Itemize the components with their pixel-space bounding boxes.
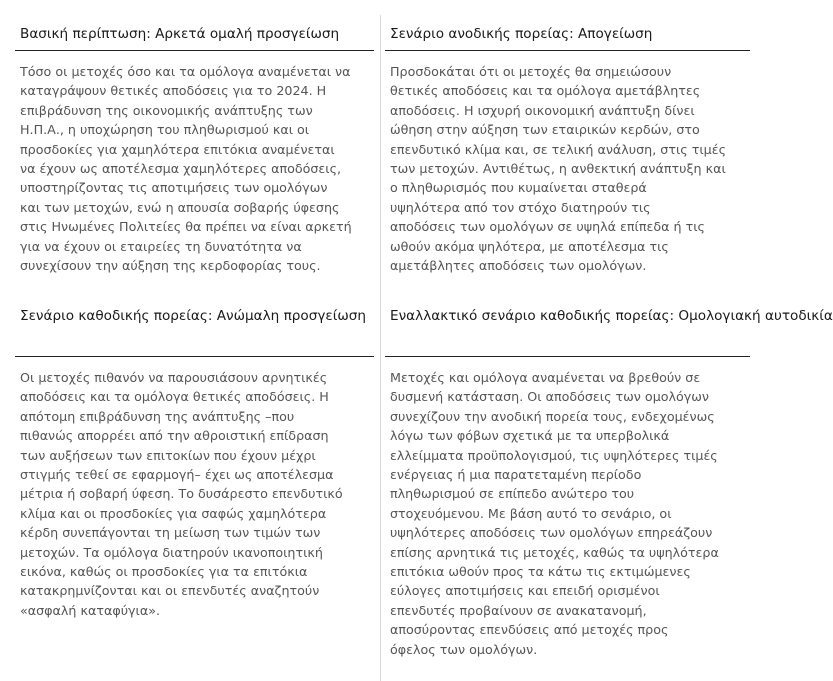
header-line: Ομολογιακή αυτοδικία (678, 308, 833, 324)
body-line: Προσδοκάται ότι οι μετοχές θα σημειώσουν (390, 64, 672, 79)
body-line: επίσης αρνητικά τις μετοχές, καθώς τα υψηλότερα (390, 544, 719, 560)
top-right-header-rule (385, 50, 750, 51)
body-line: εικόνα, καθώς οι προσδοκίες για τα επιτόκια (20, 564, 308, 580)
body-line: μετοχών. Τα ομόλογα διατηρούν ικανοποιητική (20, 544, 323, 560)
body-line: ο πληθωρισμός που κυμαίνεται σταθερά (390, 180, 647, 196)
scenario-base-header (20, 22, 339, 46)
body-line: συνεχίσουν την αύξηση της κερδοφορίας τους. (20, 258, 321, 274)
body-line: μέτρια ή σοβαρή ύφεση. Το δυσάρεστο επενδυτικό (20, 486, 343, 502)
header-line: Εναλλακτικό σενάριο καθοδικής πορείας: (390, 308, 675, 324)
body-line: των αυξήσεων των επιτοκίων που έχουν μέχρι (20, 447, 316, 463)
scenario-alt-downside-header (390, 304, 833, 328)
body-line: υποστηρίζοντας τις αποτιμήσεις των ομολόγων (20, 180, 328, 196)
body-line: ενέργειας ή μια παρατεταμένη περίοδο (390, 467, 642, 483)
body-line: Οι μετοχές πιθανόν να παρουσιάσουν αρνητικές (20, 370, 328, 385)
body-line: πιθανώς απορρέει από την αθροιστική επίδραση (20, 428, 329, 444)
body-line: για να έχουν οι εταιρείες τη δυνατότητα να (20, 238, 302, 254)
body-line: καταγράψουν θετικές αποδόσεις για το 2024. Η (20, 83, 327, 99)
body-line: εύλογες αποτιμήσεις και επειδή ορισμένοι (390, 583, 660, 599)
body-line: κέρδη συνεπάγονται τη μείωση των τιμών των (20, 525, 321, 541)
body-line: στις Ηνωμένες Πολιτείες θα πρέπει να είναι αρκετή (20, 219, 352, 235)
body-line: επενδυτές προβαίνουν σε ανακατανομή, (390, 602, 647, 618)
body-line: Τόσο οι μετοχές όσο και τα ομόλογα αναμένεται να (20, 64, 351, 79)
header-line: Βασική περίπτωση: Αρκετά ομαλή προσγείωση (20, 26, 340, 42)
body-line: στιγμής τεθεί σε εφαρμογή– έχει ως αποτέλεσμα (20, 467, 334, 483)
body-line: αποσύροντας επενδύσεις από μετοχές προς (390, 622, 669, 638)
body-line: προσδοκίες για χαμηλότερα επιτόκια αναμένεται (20, 141, 335, 157)
body-line: και των μετοχών, ενώ η απουσία σοβαρής ύφεσης (20, 199, 340, 215)
body-line: επιβράδυνση της οικονομικής ανάπτυξης των (20, 102, 313, 118)
top-left-header-rule (15, 50, 374, 51)
scenario-downside-header (20, 304, 366, 328)
scenario-alt-downside-body (390, 368, 719, 659)
body-line: υψηλότερες αποδόσεις των ομολόγων επηρεάζουν (390, 525, 713, 541)
header-line: Σενάριο ανοδικής πορείας: Απογείωση (390, 26, 653, 42)
bottom-right-header-rule (385, 356, 750, 357)
body-line: συνεχίζουν την ανοδική πορεία τους, ενδεχομένως (390, 408, 715, 424)
body-line: κλίμα και οι προσδοκίες για σαφώς χαμηλότερα (20, 505, 327, 521)
body-line: επενδυτικό κλίμα και, σε τελική ανάλυση, στις τιμές (390, 141, 727, 157)
scenario-upside-header (390, 22, 652, 46)
body-line: απότομη επιβράδυνση της ανάπτυξης –που (20, 408, 295, 424)
body-line: υψηλότερα από τον στόχο διατηρούν τις (390, 199, 651, 215)
body-line: αποδόσεις. Η ισχυρή οικονομική ανάπτυξη δίνει (390, 102, 695, 118)
body-line: ώθηση στην αύξηση των εταιρικών κερδών, στο (390, 122, 700, 138)
body-line: θετικές αποδόσεις και τα ομόλογα αμετάβλητες (390, 83, 701, 99)
body-line: «ασφαλή καταφύγια». (20, 602, 160, 618)
body-line: αμετάβλητες αποδόσεις των ομολόγων. (390, 258, 647, 274)
header-line: Σενάριο καθοδικής πορείας: Ανώμαλη (20, 308, 280, 324)
body-line: όφελος των ομολόγων. (390, 641, 538, 657)
body-line: να έχουν ως αποτέλεσμα χαμηλότερες αποδόσεις, (20, 161, 342, 177)
body-line: των μετοχών. Αντιθέτως, η ανθεκτική ανάπτυξη και (390, 161, 726, 177)
bottom-left-header-rule (15, 356, 374, 357)
column-divider (380, 15, 381, 681)
scenario-downside-body (20, 368, 343, 620)
body-line: Η.Π.Α., η υποχώρηση του πληθωρισμού και οι (20, 122, 310, 138)
body-line: κατακρημνίζονται και οι επενδυτές αναζητούν (20, 583, 320, 599)
body-line: αποδόσεις και τα ομόλογα θετικές αποδόσεις. Η (20, 389, 329, 405)
body-line: ελλείμματα προϋπολογισμού, τις υψηλότερες τιμές (390, 447, 718, 463)
body-line: επιτόκια ωθούν προς τα κάτω τις εκτιμώμενες (390, 564, 691, 580)
body-line: αποδόσεις των ομολόγων σε υψηλά επίπεδα ή τις (390, 219, 705, 235)
scenario-base-body (20, 62, 352, 275)
body-line: πληθωρισμού σε επίπεδο ανώτερο του (390, 486, 635, 502)
body-line: Μετοχές και ομόλογα αναμένεται να βρεθούν σε (390, 370, 701, 385)
header-line: προσγείωση (283, 308, 366, 324)
body-line: στοχευόμενου. Με βάση αυτό το σενάριο, οι (390, 505, 672, 521)
body-line: ωθούν ακόμα ψηλότερα, με αποτέλεσμα τις (390, 238, 669, 254)
body-line: λόγω των φόβων σχετικά με τα υπερβολικά (390, 428, 670, 444)
body-line: δυσμενή κατάσταση. Οι αποδόσεις των ομολόγων (390, 389, 710, 405)
scenario-upside-body (390, 62, 726, 275)
